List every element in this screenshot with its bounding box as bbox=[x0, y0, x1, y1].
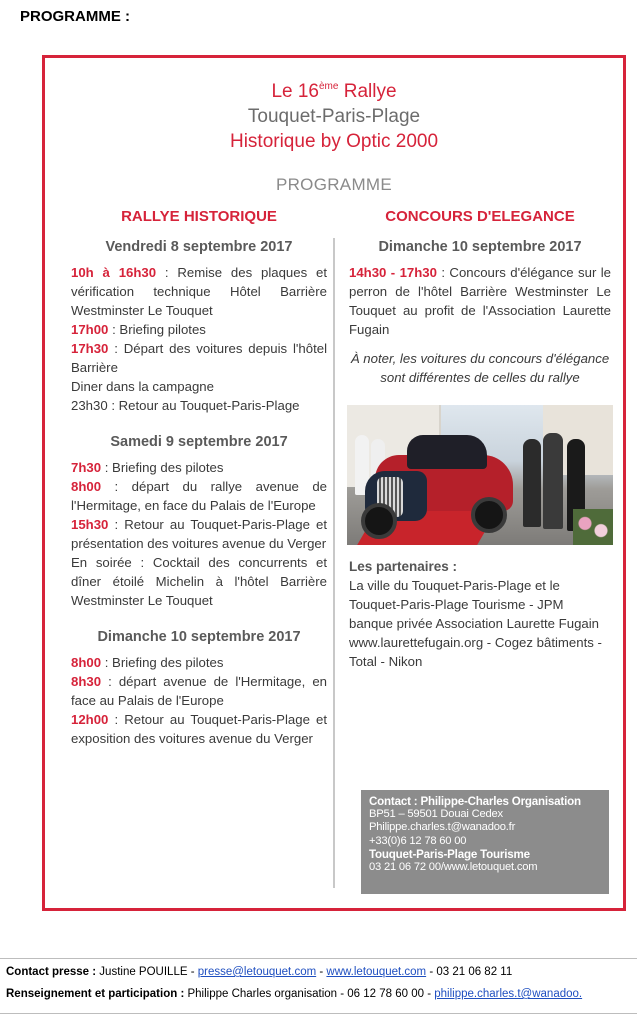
schedule-entry bbox=[71, 672, 327, 710]
contact-phone: +33(0)6 12 78 60 00 bbox=[369, 834, 467, 847]
photo-person bbox=[543, 433, 563, 529]
schedule-entry bbox=[71, 653, 327, 672]
sunday-schedule bbox=[71, 653, 327, 748]
partners-title: Les partenaires : bbox=[349, 559, 458, 574]
photo-car-wheel bbox=[471, 497, 507, 533]
page-heading: PROGRAMME : bbox=[20, 8, 130, 25]
rallye-column bbox=[71, 208, 327, 748]
schedule-entry bbox=[71, 710, 327, 748]
entry-time: 12h00 bbox=[71, 712, 109, 727]
day-title-friday: Vendredi 8 septembre 2017 bbox=[105, 239, 293, 255]
footer-info-line bbox=[6, 988, 582, 1000]
saturday-schedule bbox=[71, 458, 327, 610]
contact-address: BP51 – 59501 Douai Cedex bbox=[369, 808, 503, 821]
entry-text: : départ du rallye avenue de l'Hermitage, en face du Palais de l'Europe bbox=[71, 479, 327, 513]
schedule-entry bbox=[71, 477, 327, 515]
press-name: Justine POUILLE - bbox=[96, 966, 198, 978]
entry-time: 8h00 bbox=[71, 655, 102, 670]
schedule-entry bbox=[71, 339, 327, 377]
info-label: Renseignement et participation : bbox=[6, 988, 185, 1000]
partners-text: La ville du Touquet-Paris-Plage et le Touquet-Paris-Plage Tourisme - JPM banque privée Association Laurette Fugain www.laurettefugain.org - Cogez bâtiments - Total - Nikon bbox=[349, 578, 602, 669]
entry-text: : Briefing pilotes bbox=[108, 322, 206, 337]
entry-time: 17h30 bbox=[71, 341, 109, 356]
contact-email: Philippe.charles.t@wanadoo.fr bbox=[369, 821, 516, 834]
entry-text: : Retour au Touquet-Paris-Plage et présentation des voitures avenue du Verger bbox=[71, 517, 327, 551]
tourism-line: 03 21 06 72 00/www.letouquet.com bbox=[369, 861, 538, 874]
programme-label: PROGRAMME bbox=[275, 175, 393, 194]
press-phone: - 03 21 06 82 11 bbox=[426, 966, 513, 978]
friday-schedule bbox=[71, 263, 327, 415]
entry-time: 15h30 bbox=[71, 517, 109, 532]
info-text: Philippe Charles organisation - 06 12 78 60 00 - bbox=[184, 988, 435, 1000]
rallye-column-title: RALLYE HISTORIQUE bbox=[121, 208, 277, 225]
title-line-1-prefix: Le 16 bbox=[271, 81, 319, 102]
title-line-1 bbox=[45, 74, 623, 104]
concours-note: À noter, les voitures du concours d'élégance sont différentes de celles du rallye bbox=[350, 351, 610, 385]
concours-schedule bbox=[349, 263, 611, 339]
photo-car-wheel bbox=[361, 503, 397, 539]
schedule-entry bbox=[349, 263, 611, 339]
column-divider bbox=[333, 238, 335, 888]
title-line-1-suffix: Rallye bbox=[338, 81, 397, 102]
footer-rule-bottom bbox=[0, 1013, 637, 1014]
title-line-2: Touquet-Paris-Plage bbox=[247, 106, 421, 127]
vintage-car-photo bbox=[347, 405, 613, 545]
concours-column bbox=[349, 208, 611, 671]
info-email-link[interactable]: philippe.charles.t@wanadoo. bbox=[434, 988, 583, 1000]
day-title-sunday: Dimanche 10 septembre 2017 bbox=[97, 629, 301, 645]
contact-title: Contact : Philippe-Charles Organisation bbox=[369, 795, 581, 808]
poster-title bbox=[45, 74, 623, 154]
programme-poster bbox=[42, 55, 626, 911]
schedule-entry bbox=[71, 377, 327, 396]
contact-box bbox=[361, 790, 609, 894]
schedule-entry bbox=[71, 553, 327, 610]
schedule-entry bbox=[71, 396, 327, 415]
entry-text: Diner dans la campagne bbox=[71, 379, 214, 394]
entry-time: 8h00 bbox=[71, 479, 102, 494]
press-label: Contact presse : bbox=[6, 966, 97, 978]
separator: - bbox=[316, 966, 327, 978]
photo-car-roof bbox=[407, 435, 487, 469]
title-ordinal: ème bbox=[319, 81, 339, 92]
entry-text: : Départ des voitures depuis l'hôtel Barrière bbox=[71, 341, 327, 375]
entry-time: 8h30 bbox=[71, 674, 102, 689]
entry-text: : Remise des plaques et vérification technique Hôtel Barrière Westminster Le Touquet bbox=[71, 265, 328, 318]
entry-text: : Briefing des pilotes bbox=[101, 655, 224, 670]
schedule-entry bbox=[71, 458, 327, 477]
press-website-link[interactable]: www.letouquet.com bbox=[326, 966, 427, 978]
title-line-3: Historique by Optic 2000 bbox=[229, 131, 439, 152]
day-title-saturday: Samedi 9 septembre 2017 bbox=[110, 434, 288, 450]
schedule-entry bbox=[71, 263, 327, 320]
entry-time: 10h à 16h30 bbox=[71, 265, 157, 280]
footer-rule-top bbox=[0, 958, 637, 959]
entry-text: : Briefing des pilotes bbox=[101, 460, 224, 475]
photo-person bbox=[523, 439, 541, 527]
photo-flowers bbox=[573, 509, 613, 545]
entry-time: 17h00 bbox=[71, 322, 109, 337]
schedule-entry bbox=[71, 320, 327, 339]
press-email-link[interactable]: presse@letouquet.com bbox=[197, 966, 317, 978]
entry-text: : Concours d'élégance sur le perron de l'hôtel Barrière Westminster Le Touquet au profit de l'Association Laurette Fugain bbox=[349, 265, 611, 337]
tourism-title: Touquet-Paris-Plage Tourisme bbox=[369, 847, 530, 861]
entry-text: En soirée : Cocktail des concurrents et dîner étoilé Michelin à l'hôtel Barrière Westminster Le Touquet bbox=[71, 555, 327, 608]
entry-text: : départ avenue de l'Hermitage, en face au Palais de l'Europe bbox=[71, 674, 327, 708]
entry-text: : Retour au Touquet-Paris-Plage et exposition des voitures avenue du Verger bbox=[71, 712, 327, 746]
entry-time: 7h30 bbox=[71, 460, 102, 475]
day-title-concours: Dimanche 10 septembre 2017 bbox=[378, 239, 582, 255]
schedule-entry bbox=[71, 515, 327, 553]
entry-time: 14h30 - 17h30 bbox=[349, 265, 437, 280]
entry-text: 23h30 : Retour au Touquet-Paris-Plage bbox=[71, 398, 300, 413]
footer-press-line bbox=[6, 966, 512, 978]
concours-column-title: CONCOURS D'ELEGANCE bbox=[385, 208, 575, 225]
